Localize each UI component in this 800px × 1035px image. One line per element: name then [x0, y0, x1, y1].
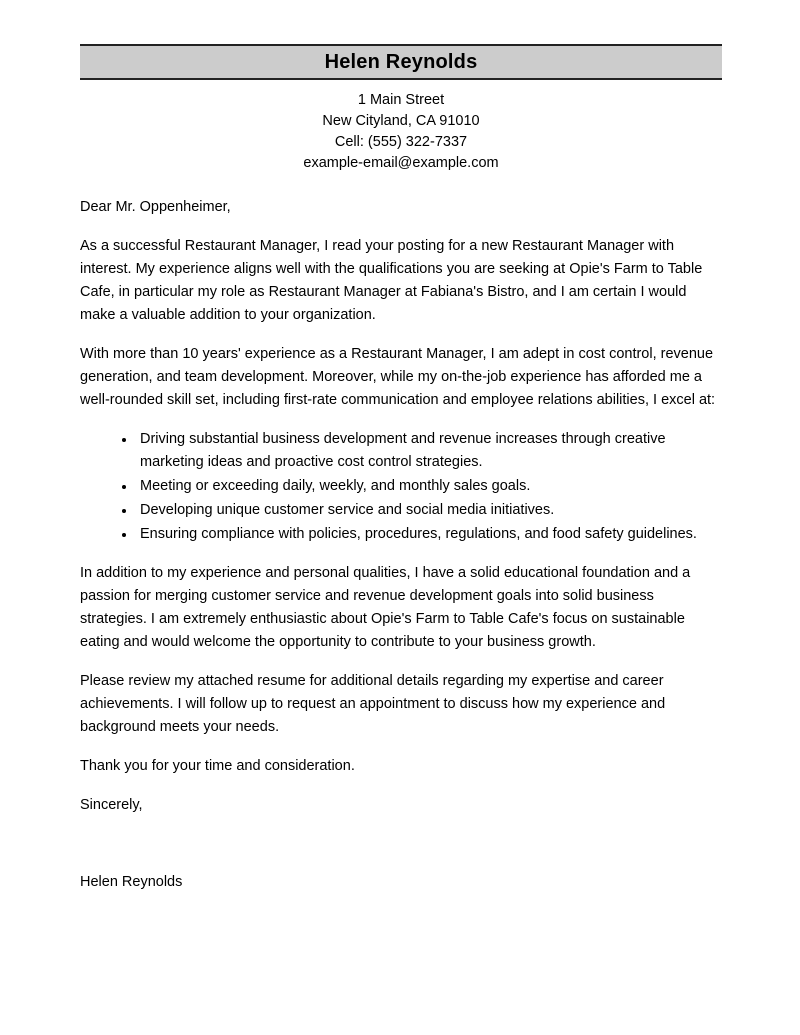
- signature-name: Helen Reynolds: [80, 874, 183, 890]
- letter-body: [80, 196, 722, 894]
- closing-line: Sincerely,: [80, 797, 143, 813]
- body-paragraph-1: As a successful Restaurant Manager, I read your posting for a new Restaurant Manager with interest. My experience aligns well with the qualifications you are seeking at Opie's Farm to Table Cafe, in particular my role as Restaurant Manager at Fabiana's Bistro, and I am certain I would make a valuable addition to your organization.: [80, 238, 703, 323]
- qualifications-list: [80, 428, 722, 546]
- contact-phone: Cell: (555) 322-7337: [334, 134, 468, 150]
- list-item: Driving substantial business development and revenue increases through creative marketing ideas and proactive cost control strategies.: [122, 428, 722, 474]
- list-item: Meeting or exceeding daily, weekly, and monthly sales goals.: [122, 475, 722, 498]
- body-paragraph-3: In addition to my experience and personal qualities, I have a solid educational foundation and a passion for merging customer service and revenue development goals into solid business strategies. I am extremely enthusiastic about Opie's Farm to Table Cafe's focus on sustainable eating and would welcome the opportunity to contribute to your business growth.: [80, 565, 691, 650]
- contact-street: 1 Main Street: [357, 92, 445, 108]
- thank-you-line: Thank you for your time and consideration.: [80, 758, 355, 774]
- body-paragraph-4: Please review my attached resume for additional details regarding my expertise and career achievements. I will follow up to request an appointment to discuss how my experience and background meets your needs.: [80, 673, 666, 735]
- name-header-banner: [80, 44, 722, 80]
- signature-space: [80, 833, 722, 871]
- letter-content: [80, 44, 722, 894]
- salutation: Dear Mr. Oppenheimer,: [80, 199, 231, 215]
- list-item: Ensuring compliance with policies, procedures, regulations, and food safety guidelines.: [122, 523, 722, 546]
- contact-city-state-zip: New Cityland, CA 91010: [322, 113, 480, 129]
- contact-email: example-email@example.com: [303, 155, 499, 171]
- contact-block: [80, 90, 722, 174]
- body-paragraph-2: With more than 10 years' experience as a Restaurant Manager, I am adept in cost control, revenue generation, and team development. Moreover, while my on-the-job experience has afforded me a well-rounded skill set, including first-rate communication and employee relations abilities, I excel at:: [80, 346, 716, 408]
- list-item: Developing unique customer service and social media initiatives.: [122, 499, 722, 522]
- page-title: Helen Reynolds: [324, 51, 478, 73]
